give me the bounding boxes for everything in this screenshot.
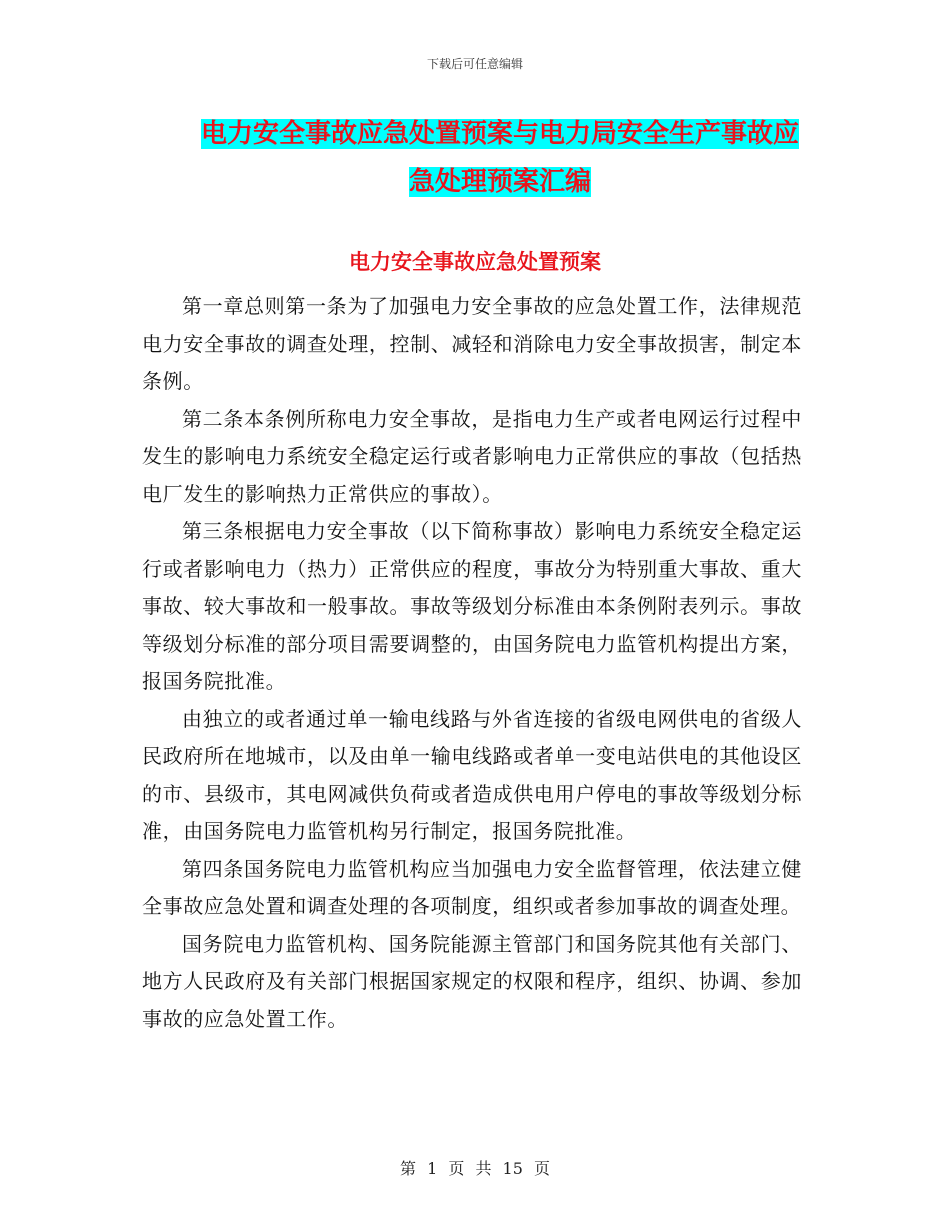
section-title: 电力安全事故应急处置预案 — [349, 250, 601, 274]
document-title — [190, 110, 810, 206]
paragraph-4: 由独立的或者通过单一输电线路与外省连接的省级电网供电的省级人民政府所在地城市，以及由单一输电线路或者单一变电站供电的其他设区的市、县级市，其电网减供负荷或者造成供电用户停电的事故等级划分标准，由国务院电力监管机构另行制定，报国务院批准。 — [142, 706, 802, 843]
document-body — [142, 288, 802, 1038]
header-note: 下载后可任意编辑 — [426, 57, 523, 71]
page-number-footer: 第 1 页 共 15 页 — [400, 1159, 550, 1178]
paragraph-5: 第四条国务院电力监管机构应当加强电力安全监督管理，依法建立健全事故应急处置和调查处理的各项制度，组织或者参加事故的调查处理。 — [142, 856, 802, 918]
paragraph-6: 国务院电力监管机构、国务院能源主管部门和国务院其他有关部门、地方人民政府及有关部门根据国家规定的权限和程序，组织、协调、参加事故的应急处置工作。 — [142, 931, 802, 1031]
document-title-line-2: 急处理预案汇编 — [408, 167, 591, 197]
paragraph-1: 第一章总则第一条为了加强电力安全事故的应急处置工作，法律规范电力安全事故的调查处理，控制、减轻和消除电力安全事故损害，制定本条例。 — [142, 294, 802, 393]
document-title-line-1: 电力安全事故应急处置预案与电力局安全生产事故应 — [200, 119, 799, 149]
paragraph-2: 第二条本条例所称电力安全事故，是指电力生产或者电网运行过程中发生的影响电力系统安全稳定运行或者影响电力正常供应的事故（包括热电厂发生的影响热力正常供应的事故）。 — [142, 406, 802, 506]
paragraph-3: 第三条根据电力安全事故（以下简称事故）影响电力系统安全稳定运行或者影响电力（热力）正常供应的程度，事故分为特别重大事故、重大事故、较大事故和一般事故。事故等级划分标准由本条例附表列示。事故等级划分标准的部分项目需要调整的，由国务院电力监管机构提出方案，报国务院批准。 — [142, 519, 802, 693]
